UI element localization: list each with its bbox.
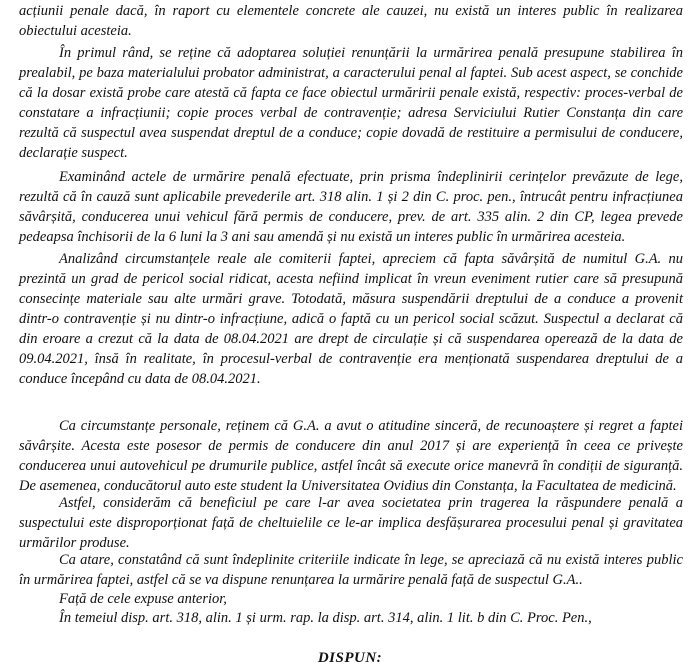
paragraph-continuation: acțiunii penale dacă, în raport cu elementele concrete ale cauzei, nu există un interes public în realizarea obiectului acesteia.	[19, 3, 683, 39]
paragraph-legal-provisions: Examinând actele de urmărire penală efectuate, prin prisma îndeplinirii cerințelor prevăzute de lege, rezultă că în cauză sunt aplicabile prevederile art. 318 alin. 1 și 2 din C. proc. pen., întrucât pentru infracțiunea săvârșită, conducerea unui vehicul fără permis de conducere, prev. de art. 335 alin. 2 din CP, legea prevede pedeapsa închisorii de la 6 luni la 3 ani sau amendă și nu există un interes public în urmărirea acesteia.	[19, 169, 683, 245]
ruling-heading: DISPUN:	[317, 650, 383, 666]
paragraph-disproportion: Astfel, considerăm că beneficiul pe care l-ar avea societatea prin tragerea la răspundere penală a suspectului este disproporționat față de cheltuielile ce le-ar implica desfășurarea procesului penal și gravitatea urmărilor produse.	[19, 495, 683, 551]
paragraph-personal-circumstances: Ca circumstanțe personale, reținem că G.A. a avut o atitudine sinceră, de recunoaștere și regret a faptei săvârșite. Acesta este posesor de permis de conducere din anul 2017 și are experiență în ceea ce privește conducerea unui autovehicul pe drumurile publice, astfel încât să execute orice manevră în condiții de siguranță. De asemenea, conducătorul auto este student la Universitatea Ovidius din Constanța, la Facultatea de medicină.	[19, 418, 683, 494]
paragraph-foregoing: Față de cele expuse anterior,	[59, 591, 227, 607]
paragraph-legal-basis: În temeiul disp. art. 318, alin. 1 și urm. rap. la disp. art. 314, alin. 1 lit. b din C. Proc. Pen.,	[59, 610, 592, 626]
paragraph-conclusion: Ca atare, constatând că sunt îndeplinite criteriile indicate în lege, se apreciază că nu există interes public în urmărirea faptei, astfel că se va dispune renunțarea la urmărire penală față de suspectul G.A..	[19, 552, 683, 588]
paragraph-evidence: În primul rând, se reține că adoptarea soluției renunțării la urmărirea penală presupune stabilirea în prealabil, pe baza materialului probator administrat, a caracterului penal al faptei. Sub acest aspect, se conchide că la dosar există probe care atestă că fapta ce face obiectul urmăririi penale există, respectiv: proces-verbal de constatare a infracțiunii; copie proces verbal de contravenție; adresa Serviciului Rutier Constanța din care rezultă că suspectul avea suspendat dreptul de a conduce; copie dovadă de restituire a permisului de conducere, declarație suspect.	[19, 45, 683, 161]
paragraph-real-circumstances: Analizând circumstanțele reale ale comiterii faptei, apreciem că fapta săvârșită de numitul G.A. nu prezintă un grad de pericol social ridicat, acesta nefiind implicat în vreun eveniment rutier care să presupună consecințe materiale sau alte urmări grave. Totodată, măsura suspendării dreptului de a conduce a provenit dintr-o contravenție și nu dintr-o infracțiune, adică o faptă cu un pericol social scăzut. Suspectul a declarat că din eroare a crezut că la data de 08.04.2021 are drept de circulație și că suspendarea operează de la data de 09.04.2021, însă în realitate, în procesul-verbal de contravenție era menționată suspendarea dreptului de a conduce începând cu data de 08.04.2021.	[19, 251, 683, 387]
